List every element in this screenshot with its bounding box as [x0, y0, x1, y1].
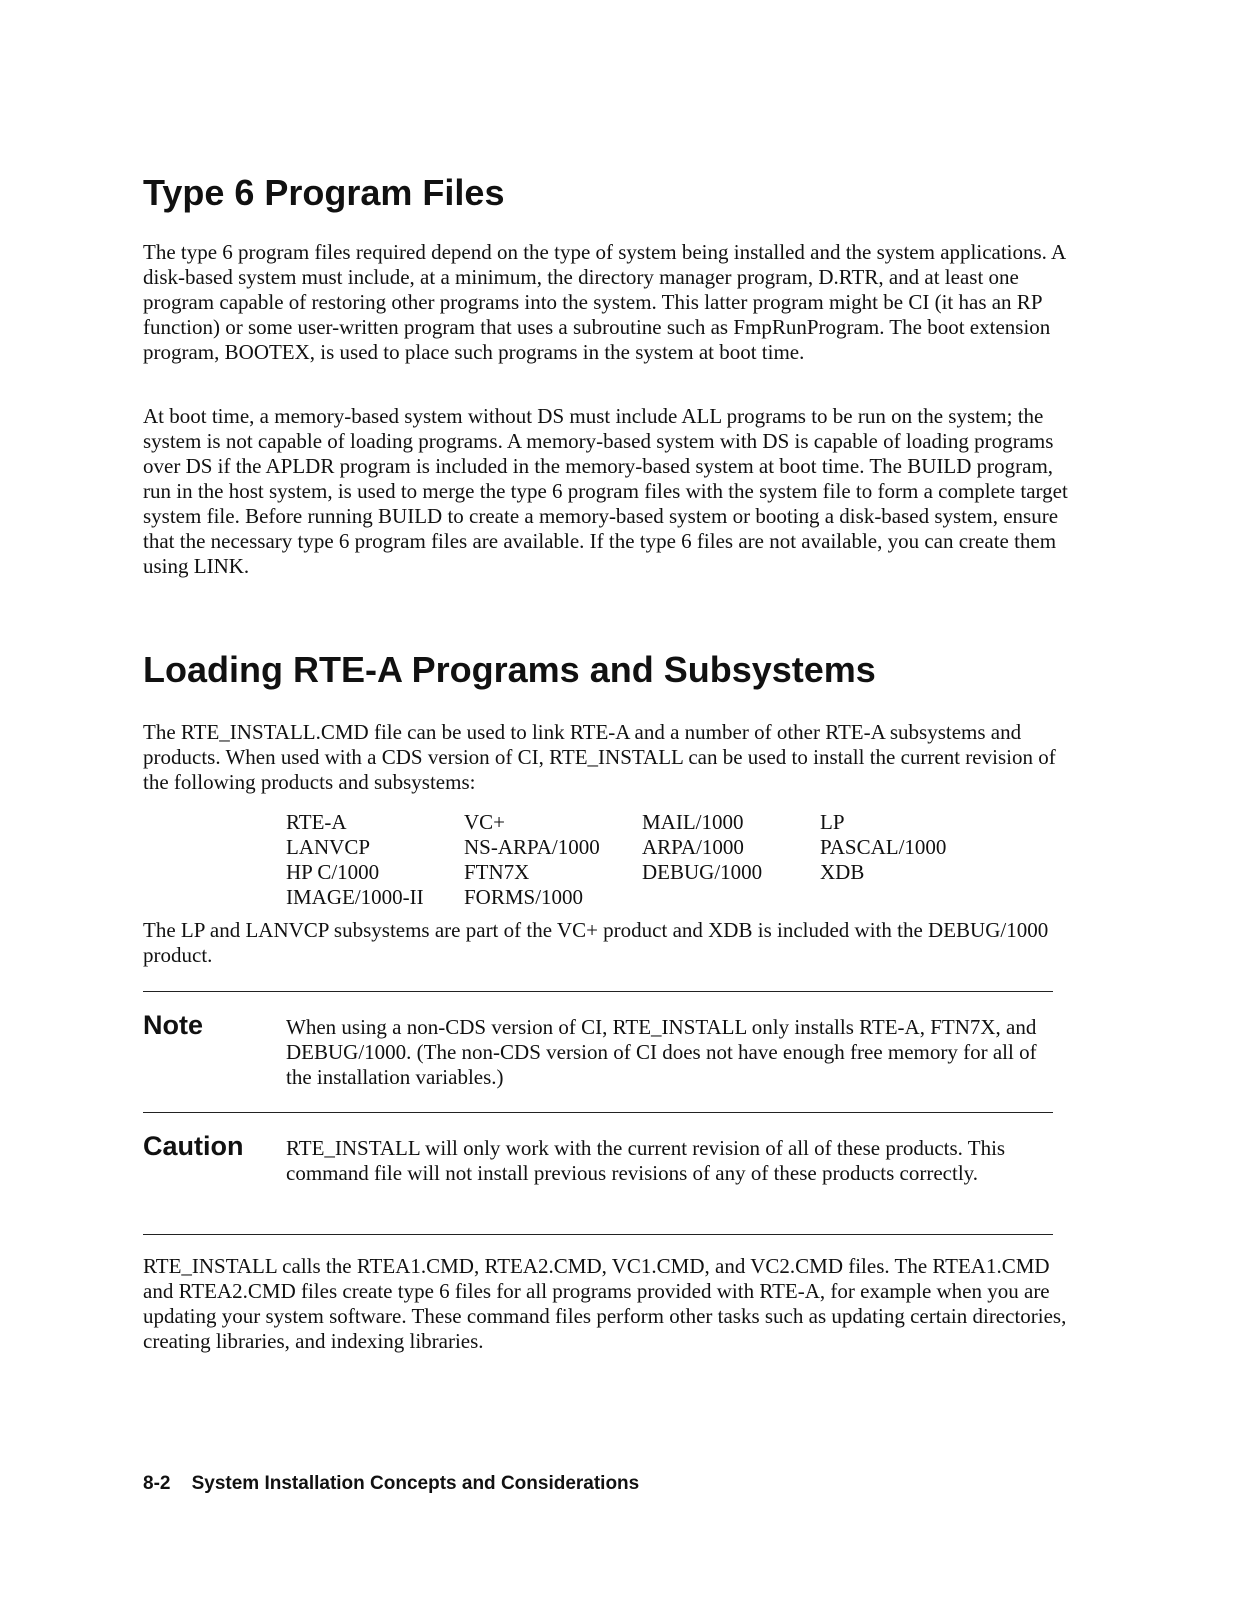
paragraph-after-product-list: The LP and LANVCP subsystems are part of the VC+ product and XDB is included with the DEBUG/1000 product.	[143, 918, 1049, 967]
footer-chapter-title: System Installation Concepts and Considerations	[191, 1473, 640, 1494]
product-list	[286, 810, 986, 910]
caution-top-rule	[143, 1112, 1053, 1113]
paragraph-boot-time: At boot time, a memory-based system without DS must include ALL programs to be run on the system; the system is not capable of loading programs. A memory-based system with DS is capable of loading programs over DS if the APLDR program is included in the memory-based system at boot time. The BUILD program, run in the host system, is used to merge the type 6 program files with the system file to form a complete target system file. Before running BUILD to create a memory-based system or booting a disk-based system, ensure that the necessary type 6 program files are available. If the type 6 files are not available, you can create them using LINK.	[143, 404, 1068, 578]
product-item	[642, 885, 820, 910]
document-page	[143, 0, 1068, 1600]
note-top-rule	[143, 991, 1053, 992]
footer-page-number: 8-2	[143, 1473, 171, 1494]
product-item: FTN7X	[464, 860, 530, 884]
caution-text: RTE_INSTALL will only work with the current revision of all of these products. This command file will not install previous revisions of any of these products correctly.	[286, 1136, 1006, 1185]
product-item: IMAGE/1000-II	[286, 885, 424, 909]
product-item: FORMS/1000	[464, 885, 584, 909]
product-item: VC+	[464, 810, 506, 834]
caution-label: Caution	[143, 1131, 244, 1161]
product-item: RTE-A	[286, 810, 347, 834]
product-item: XDB	[820, 860, 865, 884]
note-label: Note	[143, 1010, 203, 1040]
paragraph-rte-install-calls: RTE_INSTALL calls the RTEA1.CMD, RTEA2.CMD, VC1.CMD, and VC2.CMD files. The RTEA1.CMD and RTEA2.CMD files create type 6 files for all programs provided with RTE-A, for example when you are updating your system software. These command files perform other tasks such as updating certain directories, creating libraries, and indexing libraries.	[143, 1254, 1067, 1353]
page-footer	[143, 1473, 639, 1495]
paragraph-rte-install-intro: The RTE_INSTALL.CMD file can be used to link RTE-A and a number of other RTE-A subsystems and products. When used with a CDS version of CI, RTE_INSTALL can be used to install the current revision of the following products and subsystems:	[143, 720, 1056, 794]
product-item	[820, 885, 986, 910]
product-item: HP C/1000	[286, 860, 380, 884]
product-item: LP	[820, 810, 845, 834]
product-item: NS-ARPA/1000	[464, 835, 600, 859]
product-item: DEBUG/1000	[642, 860, 763, 884]
product-item: PASCAL/1000	[820, 835, 947, 859]
section-heading-loading-rtea: Loading RTE-A Programs and Subsystems	[143, 649, 876, 690]
section-heading-type6: Type 6 Program Files	[143, 172, 505, 213]
product-item: ARPA/1000	[642, 835, 744, 859]
note-text: When using a non-CDS version of CI, RTE_INSTALL only installs RTE-A, FTN7X, and DEBUG/1000. (The non-CDS version of CI does not have enough free memory for all of the installation variables.)	[286, 1015, 1037, 1089]
caution-bottom-rule	[143, 1234, 1053, 1235]
paragraph-type6-requirements: The type 6 program files required depend on the type of system being installed and the system applications. A disk-based system must include, at a minimum, the directory manager program, D.RTR, and at least one program capable of restoring other programs into the system. This latter program might be CI (it has an RP function) or some user-written program that uses a subroutine such as FmpRunProgram. The boot extension program, BOOTEX, is used to place such programs in the system at boot time.	[143, 240, 1066, 364]
product-item: LANVCP	[286, 835, 371, 859]
product-item: MAIL/1000	[642, 810, 744, 834]
